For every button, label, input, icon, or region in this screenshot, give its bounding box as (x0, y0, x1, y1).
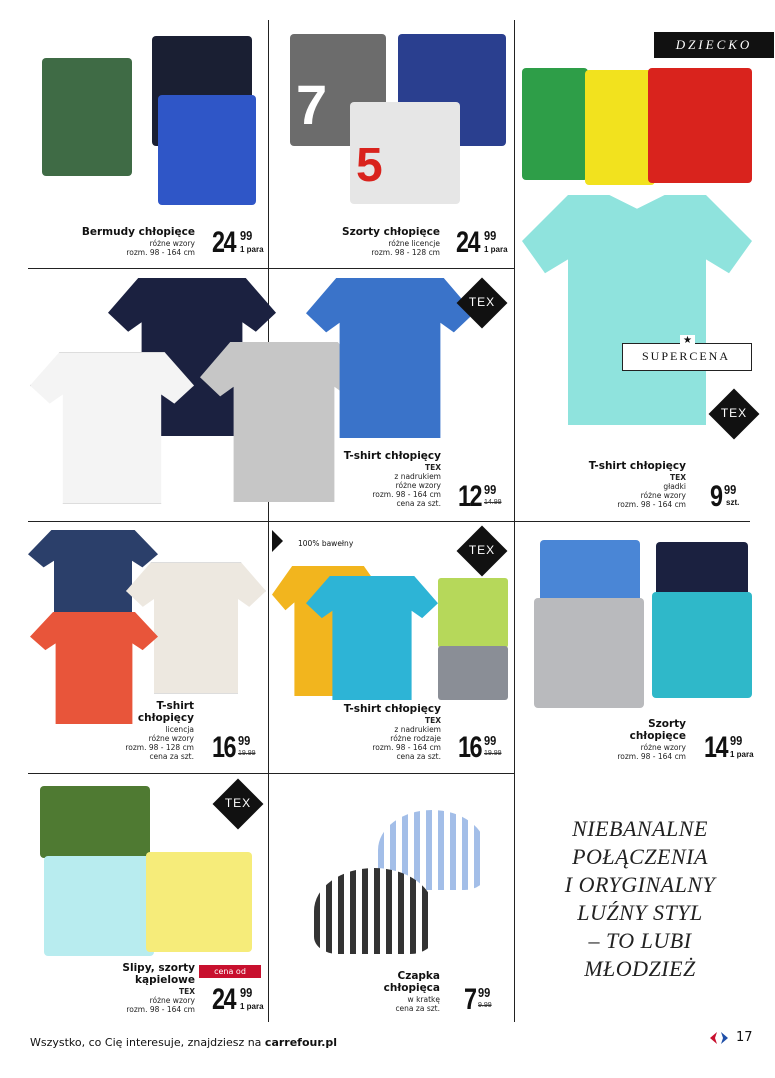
price-unit: szt. (726, 498, 740, 507)
product-name: T-shirt chłopięcy (588, 460, 686, 472)
product-name: T-shirt (156, 700, 194, 712)
product-desc: różne wzory (395, 481, 441, 490)
price-integer: 16 (458, 731, 481, 764)
turquoise-shorts-image (652, 592, 752, 698)
divider-h3 (28, 773, 514, 774)
product-brand: TEX (424, 463, 441, 472)
product-desc: cena za szt. (396, 499, 441, 508)
cotton-label: 100% bawełny (298, 539, 354, 548)
price-cents: 99 (240, 985, 253, 1000)
product-desc: różne licencje (388, 239, 440, 248)
price-integer: 9 (710, 480, 722, 513)
product-desc: cena za szt. (395, 1004, 440, 1013)
slogan (530, 815, 750, 983)
carrefour-logo-icon (708, 1030, 730, 1044)
price-integer: 14 (704, 731, 727, 764)
product-name: kąpielowe (135, 974, 195, 986)
product-name: Szorty (648, 718, 686, 730)
old-price: 9.99 (478, 1002, 492, 1009)
footer-link[interactable]: carrefour.pl (264, 1036, 338, 1049)
mint-tshirt-image (522, 195, 752, 425)
price-cents: 99 (478, 985, 491, 1000)
page-number: 17 (736, 1030, 753, 1045)
product-name: T-shirt chłopięcy (343, 450, 441, 462)
price-unit: 1 para (730, 750, 754, 759)
green-shorts-image (42, 58, 132, 176)
product-desc: cena za szt. (396, 752, 441, 761)
product-name: Slipy, szorty (122, 962, 195, 974)
product-desc: gładki (663, 482, 686, 491)
divider-h2 (28, 521, 750, 522)
tex-badge-label: TEX (720, 406, 748, 420)
price-integer: 12 (458, 480, 481, 513)
yellow-tshirt-image (585, 70, 655, 185)
old-price: 19.99 (238, 750, 256, 757)
section-tag-label: DZIECKO (675, 37, 753, 52)
product-name: chłopięce (629, 730, 686, 742)
product-name: Szorty chłopięce (342, 226, 440, 238)
yellow-swim-shorts-image (146, 852, 252, 952)
camo-trunks-image (40, 786, 150, 858)
product-desc: rozm. 98 - 128 cm (371, 248, 440, 257)
product-brand: TEX (669, 473, 686, 482)
tex-badge-label: TEX (224, 796, 252, 810)
product-desc: różne wzory (640, 743, 686, 752)
product-desc: z nadrukiem (394, 472, 441, 481)
slogan-line: POŁĄCZENIA (572, 844, 708, 869)
product-name: T-shirt chłopięcy (343, 703, 441, 715)
slogan-line: NIEBANALNE (572, 816, 708, 841)
product-name: Bermudy chłopięce (81, 226, 195, 238)
price-cents: 99 (484, 733, 497, 748)
product-desc: rozm. 98 - 164 cm (372, 490, 441, 499)
price-integer: 16 (212, 731, 235, 764)
product-desc: różne wzory (149, 239, 195, 248)
old-price: 14.99 (484, 499, 502, 506)
grey-print-shorts-image (534, 598, 644, 708)
cena-od-badge: cena od (199, 965, 261, 978)
product-brand: TEX (424, 716, 441, 725)
product-desc: z nadrukiem (394, 725, 441, 734)
product-desc: cena za szt. (149, 752, 194, 761)
product-desc: rozm. 98 - 164 cm (372, 743, 441, 752)
price-cents: 99 (730, 733, 743, 748)
product-desc: rozm. 98 - 164 cm (617, 752, 686, 761)
tex-badge-label: TEX (468, 543, 496, 557)
price-unit: 1 para (484, 245, 508, 254)
price-integer: 24 (212, 983, 235, 1016)
price-integer: 24 (212, 226, 235, 259)
product-brand: TEX (178, 987, 195, 996)
product-desc: różne wzory (149, 996, 195, 1005)
slogan-line: LUŹNY STYL (577, 900, 703, 925)
blue-shorts-image (158, 95, 256, 205)
tex-badge-label: TEX (468, 295, 496, 309)
product-desc: różne wzory (148, 734, 194, 743)
product-name: chłopięcy (137, 712, 194, 724)
price-unit: 1 para (240, 1002, 264, 1011)
product-desc: rozm. 98 - 164 cm (617, 500, 686, 509)
product-name: chłopięca (383, 982, 440, 994)
price-integer: 24 (456, 226, 479, 259)
product-desc: rozm. 98 - 128 cm (125, 743, 194, 752)
grey-fa-tshirt-image (438, 646, 508, 700)
green-tshirt-image (522, 68, 588, 180)
price-cents: 99 (484, 228, 497, 243)
product-desc: rozm. 98 - 164 cm (126, 1005, 195, 1014)
black-check-hat-image (314, 868, 434, 954)
product-desc: rozm. 98 - 164 cm (126, 248, 195, 257)
price-cents: 99 (724, 482, 737, 497)
product-desc: licencja (165, 725, 194, 734)
footer-label: Wszystko, co Cię interesuje, znajdziesz na (30, 1036, 265, 1049)
price-unit: 1 para (240, 245, 264, 254)
slogan-line: MŁODZIEŻ (584, 956, 696, 981)
shorts-print-7: 7 (296, 73, 328, 136)
footer-text (30, 1036, 337, 1049)
price-cents: 99 (240, 228, 253, 243)
red-tshirt-image (648, 68, 752, 183)
price-cents: 99 (484, 482, 497, 497)
supercena-label: SUPERCENA (641, 349, 730, 363)
slogan-line: I ORYGINALNY (564, 872, 716, 897)
product-desc: różne wzory (640, 491, 686, 500)
product-name: Czapka (397, 970, 440, 982)
green-tiger-tshirt-image (438, 578, 508, 648)
star-icon: ★ (680, 335, 695, 346)
price-integer: 7 (464, 983, 476, 1016)
divider-h1 (28, 268, 514, 269)
price-cents: 99 (238, 733, 251, 748)
slogan-line: – TO LUBI (588, 928, 692, 953)
product-desc: w kratkę (407, 995, 440, 1004)
shorts-print-5: 5 (356, 139, 383, 192)
triangle-icon (272, 530, 283, 552)
old-price: 19.99 (484, 750, 502, 757)
product-desc: różne rodzaje (390, 734, 441, 743)
mint-swim-shorts-image (44, 856, 154, 956)
